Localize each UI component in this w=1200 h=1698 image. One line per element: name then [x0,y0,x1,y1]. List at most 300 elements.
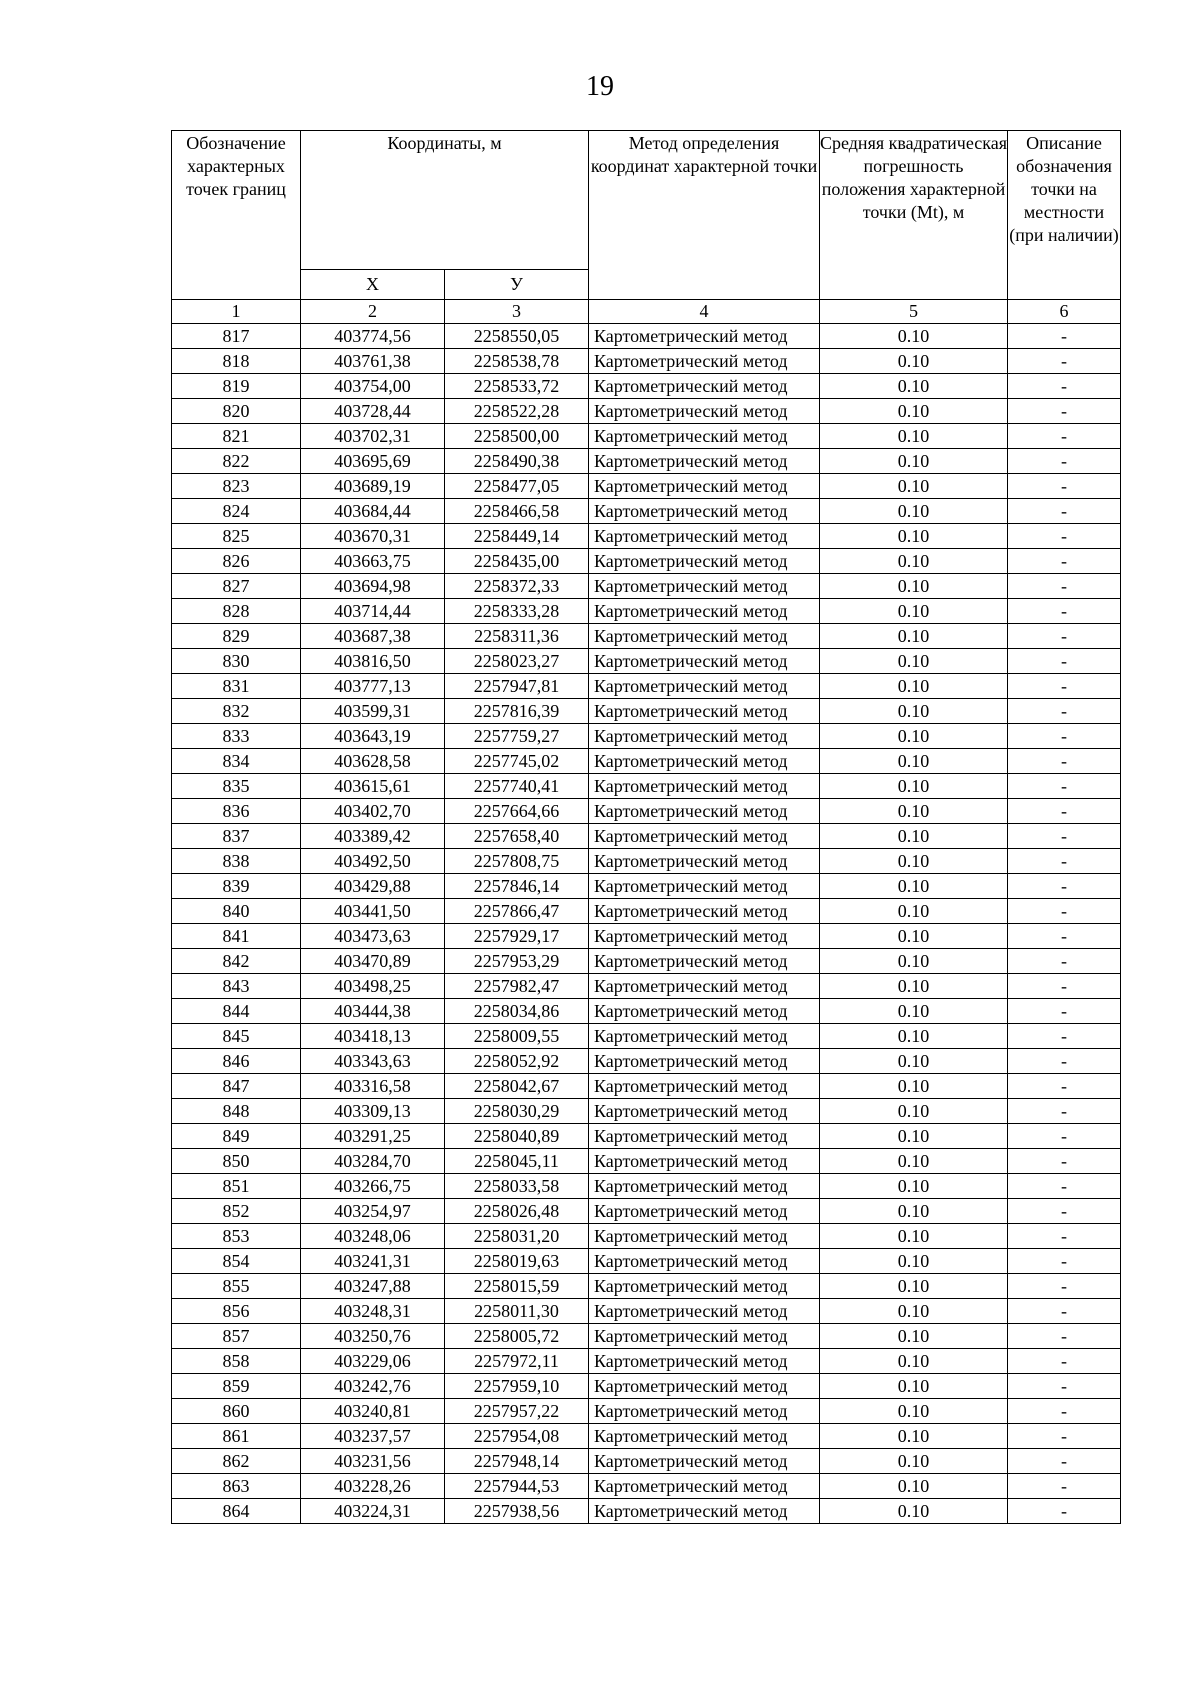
point-id-cell: 841 [172,924,301,949]
description-cell: - [1008,999,1121,1024]
method-cell: Картометрический метод [589,1199,820,1224]
description-cell: - [1008,324,1121,349]
error-cell: 0.10 [820,1349,1008,1374]
description-cell: - [1008,1024,1121,1049]
table-row [172,1074,1121,1099]
point-id-cell: 842 [172,949,301,974]
point-id-cell: 833 [172,724,301,749]
description-cell: - [1008,1199,1121,1224]
table-row [172,574,1121,599]
description-cell: - [1008,374,1121,399]
point-id-cell: 838 [172,849,301,874]
table-row [172,1399,1121,1424]
point-id-cell: 856 [172,1299,301,1324]
method-cell: Картометрический метод [589,1299,820,1324]
error-cell: 0.10 [820,1024,1008,1049]
table-row [172,499,1121,524]
description-cell: - [1008,924,1121,949]
y-coordinate-cell: 2257808,75 [445,849,589,874]
error-cell: 0.10 [820,474,1008,499]
point-id-cell: 835 [172,774,301,799]
description-cell: - [1008,674,1121,699]
method-cell: Картометрический метод [589,324,820,349]
description-cell: - [1008,1449,1121,1474]
y-coordinate-cell: 2258040,89 [445,1124,589,1149]
point-id-cell: 822 [172,449,301,474]
column-number: 4 [589,300,820,324]
point-id-cell: 859 [172,1374,301,1399]
point-id-cell: 832 [172,699,301,724]
error-cell: 0.10 [820,574,1008,599]
column-number: 3 [445,300,589,324]
y-coordinate-cell: 2258005,72 [445,1324,589,1349]
method-cell: Картометрический метод [589,799,820,824]
table-row [172,624,1121,649]
error-cell: 0.10 [820,1124,1008,1149]
point-id-cell: 843 [172,974,301,999]
method-cell: Картометрический метод [589,1399,820,1424]
point-id-cell: 837 [172,824,301,849]
x-coordinate-cell: 403754,00 [301,374,445,399]
description-cell: - [1008,449,1121,474]
error-cell: 0.10 [820,749,1008,774]
x-coordinate-cell: 403774,56 [301,324,445,349]
y-coordinate-cell: 2258034,86 [445,999,589,1024]
description-cell: - [1008,1374,1121,1399]
description-cell: - [1008,399,1121,424]
error-cell: 0.10 [820,1224,1008,1249]
error-cell: 0.10 [820,949,1008,974]
error-cell: 0.10 [820,799,1008,824]
error-cell: 0.10 [820,349,1008,374]
y-coordinate-cell: 2258030,29 [445,1099,589,1124]
error-cell: 0.10 [820,499,1008,524]
y-coordinate-cell: 2258449,14 [445,524,589,549]
x-coordinate-cell: 403291,25 [301,1124,445,1149]
x-coordinate-cell: 403816,50 [301,649,445,674]
method-cell: Картометрический метод [589,474,820,499]
description-cell: - [1008,1274,1121,1299]
description-cell: - [1008,1149,1121,1174]
y-coordinate-cell: 2257929,17 [445,924,589,949]
method-cell: Картометрический метод [589,674,820,699]
column-number: 1 [172,300,301,324]
point-id-cell: 831 [172,674,301,699]
error-cell: 0.10 [820,599,1008,624]
table-row [172,874,1121,899]
error-cell: 0.10 [820,1299,1008,1324]
x-coordinate-cell: 403266,75 [301,1174,445,1199]
point-id-cell: 849 [172,1124,301,1149]
column-number-row [172,300,1121,324]
method-cell: Картометрический метод [589,1349,820,1374]
point-id-cell: 864 [172,1499,301,1524]
description-cell: - [1008,1074,1121,1099]
column-number: 2 [301,300,445,324]
point-id-cell: 855 [172,1274,301,1299]
y-coordinate-cell: 2257846,14 [445,874,589,899]
y-coordinate-cell: 2258015,59 [445,1274,589,1299]
method-cell: Картометрический метод [589,849,820,874]
method-cell: Картометрический метод [589,574,820,599]
y-coordinate-cell: 2257954,08 [445,1424,589,1449]
point-id-cell: 851 [172,1174,301,1199]
method-cell: Картометрический метод [589,1374,820,1399]
table-row [172,849,1121,874]
error-cell: 0.10 [820,724,1008,749]
x-coordinate-cell: 403241,31 [301,1249,445,1274]
error-cell: 0.10 [820,1324,1008,1349]
header-y: У [445,270,589,300]
method-cell: Картометрический метод [589,624,820,649]
error-cell: 0.10 [820,999,1008,1024]
x-coordinate-cell: 403284,70 [301,1149,445,1174]
method-cell: Картометрический метод [589,874,820,899]
point-id-cell: 839 [172,874,301,899]
description-cell: - [1008,349,1121,374]
error-cell: 0.10 [820,924,1008,949]
y-coordinate-cell: 2257959,10 [445,1374,589,1399]
coordinates-table [171,130,1121,1524]
description-cell: - [1008,1049,1121,1074]
x-coordinate-cell: 403441,50 [301,899,445,924]
method-cell: Картометрический метод [589,1449,820,1474]
y-coordinate-cell: 2257944,53 [445,1474,589,1499]
point-id-cell: 829 [172,624,301,649]
x-coordinate-cell: 403695,69 [301,449,445,474]
table-row [172,1124,1121,1149]
error-cell: 0.10 [820,674,1008,699]
method-cell: Картометрический метод [589,924,820,949]
table-body [172,324,1121,1524]
description-cell: - [1008,849,1121,874]
table-row [172,1274,1121,1299]
method-cell: Картометрический метод [589,1024,820,1049]
y-coordinate-cell: 2258026,48 [445,1199,589,1224]
table-row [172,999,1121,1024]
y-coordinate-cell: 2258019,63 [445,1249,589,1274]
description-cell: - [1008,1399,1121,1424]
x-coordinate-cell: 403714,44 [301,599,445,624]
error-cell: 0.10 [820,399,1008,424]
y-coordinate-cell: 2257953,29 [445,949,589,974]
method-cell: Картометрический метод [589,724,820,749]
point-id-cell: 857 [172,1324,301,1349]
description-cell: - [1008,599,1121,624]
y-coordinate-cell: 2257866,47 [445,899,589,924]
x-coordinate-cell: 403702,31 [301,424,445,449]
x-coordinate-cell: 403389,42 [301,824,445,849]
description-cell: - [1008,774,1121,799]
point-id-cell: 854 [172,1249,301,1274]
point-id-cell: 817 [172,324,301,349]
header-description: Описание обозначения точки на местности (при наличии) [1008,131,1121,300]
point-id-cell: 845 [172,1024,301,1049]
y-coordinate-cell: 2257759,27 [445,724,589,749]
x-coordinate-cell: 403628,58 [301,749,445,774]
table-row [172,1174,1121,1199]
x-coordinate-cell: 403689,19 [301,474,445,499]
error-cell: 0.10 [820,899,1008,924]
error-cell: 0.10 [820,874,1008,899]
description-cell: - [1008,1299,1121,1324]
x-coordinate-cell: 403473,63 [301,924,445,949]
description-cell: - [1008,474,1121,499]
point-id-cell: 858 [172,1349,301,1374]
x-coordinate-cell: 403663,75 [301,549,445,574]
point-id-cell: 847 [172,1074,301,1099]
x-coordinate-cell: 403248,06 [301,1224,445,1249]
x-coordinate-cell: 403444,38 [301,999,445,1024]
y-coordinate-cell: 2258538,78 [445,349,589,374]
table-row [172,1499,1121,1524]
table-row [172,649,1121,674]
x-coordinate-cell: 403343,63 [301,1049,445,1074]
y-coordinate-cell: 2257664,66 [445,799,589,824]
error-cell: 0.10 [820,699,1008,724]
x-coordinate-cell: 403247,88 [301,1274,445,1299]
y-coordinate-cell: 2258011,30 [445,1299,589,1324]
description-cell: - [1008,699,1121,724]
point-id-cell: 823 [172,474,301,499]
y-coordinate-cell: 2258052,92 [445,1049,589,1074]
page-number: 19 [586,71,614,102]
x-coordinate-cell: 403492,50 [301,849,445,874]
description-cell: - [1008,949,1121,974]
x-coordinate-cell: 403599,31 [301,699,445,724]
header-coords: Координаты, м [301,131,589,270]
y-coordinate-cell: 2257948,14 [445,1449,589,1474]
y-coordinate-cell: 2258435,00 [445,549,589,574]
method-cell: Картометрический метод [589,699,820,724]
error-cell: 0.10 [820,1499,1008,1524]
table-row [172,349,1121,374]
description-cell: - [1008,1124,1121,1149]
y-coordinate-cell: 2258477,05 [445,474,589,499]
x-coordinate-cell: 403670,31 [301,524,445,549]
y-coordinate-cell: 2258009,55 [445,1024,589,1049]
y-coordinate-cell: 2257947,81 [445,674,589,699]
x-coordinate-cell: 403248,31 [301,1299,445,1324]
x-coordinate-cell: 403694,98 [301,574,445,599]
point-id-cell: 863 [172,1474,301,1499]
x-coordinate-cell: 403684,44 [301,499,445,524]
x-coordinate-cell: 403470,89 [301,949,445,974]
y-coordinate-cell: 2258490,38 [445,449,589,474]
y-coordinate-cell: 2257972,11 [445,1349,589,1374]
x-coordinate-cell: 403231,56 [301,1449,445,1474]
point-id-cell: 820 [172,399,301,424]
x-coordinate-cell: 403250,76 [301,1324,445,1349]
point-id-cell: 861 [172,1424,301,1449]
y-coordinate-cell: 2258045,11 [445,1149,589,1174]
error-cell: 0.10 [820,1374,1008,1399]
table-row [172,374,1121,399]
description-cell: - [1008,749,1121,774]
method-cell: Картометрический метод [589,1124,820,1149]
x-coordinate-cell: 403761,38 [301,349,445,374]
description-cell: - [1008,724,1121,749]
description-cell: - [1008,524,1121,549]
error-cell: 0.10 [820,549,1008,574]
x-coordinate-cell: 403777,13 [301,674,445,699]
description-cell: - [1008,424,1121,449]
method-cell: Картометрический метод [589,774,820,799]
error-cell: 0.10 [820,1249,1008,1274]
point-id-cell: 846 [172,1049,301,1074]
point-id-cell: 848 [172,1099,301,1124]
point-id-cell: 840 [172,899,301,924]
table-row [172,1199,1121,1224]
error-cell: 0.10 [820,974,1008,999]
y-coordinate-cell: 2258372,33 [445,574,589,599]
table-row [172,824,1121,849]
table-row [172,1349,1121,1374]
point-id-cell: 860 [172,1399,301,1424]
x-coordinate-cell: 403309,13 [301,1099,445,1124]
x-coordinate-cell: 403687,38 [301,624,445,649]
error-cell: 0.10 [820,1449,1008,1474]
error-cell: 0.10 [820,774,1008,799]
point-id-cell: 853 [172,1224,301,1249]
description-cell: - [1008,1424,1121,1449]
description-cell: - [1008,1474,1121,1499]
y-coordinate-cell: 2258522,28 [445,399,589,424]
method-cell: Картометрический метод [589,399,820,424]
x-coordinate-cell: 403224,31 [301,1499,445,1524]
point-id-cell: 834 [172,749,301,774]
x-coordinate-cell: 403429,88 [301,874,445,899]
description-cell: - [1008,874,1121,899]
y-coordinate-cell: 2257982,47 [445,974,589,999]
table-row [172,1374,1121,1399]
table-row [172,324,1121,349]
error-cell: 0.10 [820,1199,1008,1224]
point-id-cell: 824 [172,499,301,524]
table-row [172,1099,1121,1124]
method-cell: Картометрический метод [589,999,820,1024]
description-cell: - [1008,624,1121,649]
error-cell: 0.10 [820,449,1008,474]
column-number: 6 [1008,300,1121,324]
error-cell: 0.10 [820,1399,1008,1424]
method-cell: Картометрический метод [589,1149,820,1174]
error-cell: 0.10 [820,1474,1008,1499]
y-coordinate-cell: 2257957,22 [445,1399,589,1424]
x-coordinate-cell: 403237,57 [301,1424,445,1449]
point-id-cell: 836 [172,799,301,824]
table-row [172,674,1121,699]
x-coordinate-cell: 403240,81 [301,1399,445,1424]
error-cell: 0.10 [820,1074,1008,1099]
method-cell: Картометрический метод [589,599,820,624]
x-coordinate-cell: 403254,97 [301,1199,445,1224]
table-row [172,1324,1121,1349]
table-row [172,549,1121,574]
point-id-cell: 825 [172,524,301,549]
table-row [172,474,1121,499]
method-cell: Картометрический метод [589,1324,820,1349]
method-cell: Картометрический метод [589,499,820,524]
method-cell: Картометрический метод [589,424,820,449]
table-row [172,399,1121,424]
method-cell: Картометрический метод [589,349,820,374]
error-cell: 0.10 [820,624,1008,649]
description-cell: - [1008,1174,1121,1199]
point-id-cell: 821 [172,424,301,449]
error-cell: 0.10 [820,824,1008,849]
point-id-cell: 826 [172,549,301,574]
method-cell: Картометрический метод [589,449,820,474]
table-row [172,1299,1121,1324]
description-cell: - [1008,499,1121,524]
method-cell: Картометрический метод [589,974,820,999]
description-cell: - [1008,549,1121,574]
point-id-cell: 827 [172,574,301,599]
table-row [172,1474,1121,1499]
x-coordinate-cell: 403728,44 [301,399,445,424]
table-row [172,924,1121,949]
description-cell: - [1008,824,1121,849]
table-row [172,424,1121,449]
error-cell: 0.10 [820,649,1008,674]
y-coordinate-cell: 2258042,67 [445,1074,589,1099]
column-number: 5 [820,300,1008,324]
x-coordinate-cell: 403402,70 [301,799,445,824]
y-coordinate-cell: 2257938,56 [445,1499,589,1524]
x-coordinate-cell: 403228,26 [301,1474,445,1499]
table-row [172,974,1121,999]
method-cell: Картометрический метод [589,1274,820,1299]
table-row [172,1024,1121,1049]
description-cell: - [1008,799,1121,824]
table-row [172,449,1121,474]
table-row [172,699,1121,724]
method-cell: Картометрический метод [589,1249,820,1274]
point-id-cell: 830 [172,649,301,674]
table-row [172,899,1121,924]
table-row [172,1049,1121,1074]
method-cell: Картометрический метод [589,1099,820,1124]
method-cell: Картометрический метод [589,949,820,974]
method-cell: Картометрический метод [589,824,820,849]
y-coordinate-cell: 2258500,00 [445,424,589,449]
table-row [172,524,1121,549]
x-coordinate-cell: 403615,61 [301,774,445,799]
y-coordinate-cell: 2258311,36 [445,624,589,649]
table-row [172,949,1121,974]
header-point: Обозначение характерных точек границ [172,131,301,300]
point-id-cell: 850 [172,1149,301,1174]
header-error: Средняя квадратическая погрешность положения характерной точки (Mt), м [820,131,1008,300]
header-method: Метод определения координат характерной точки [589,131,820,300]
error-cell: 0.10 [820,849,1008,874]
method-cell: Картометрический метод [589,374,820,399]
y-coordinate-cell: 2257740,41 [445,774,589,799]
x-coordinate-cell: 403418,13 [301,1024,445,1049]
error-cell: 0.10 [820,1424,1008,1449]
method-cell: Картометрический метод [589,749,820,774]
method-cell: Картометрический метод [589,1074,820,1099]
method-cell: Картометрический метод [589,1424,820,1449]
description-cell: - [1008,974,1121,999]
method-cell: Картометрический метод [589,649,820,674]
method-cell: Картометрический метод [589,1174,820,1199]
y-coordinate-cell: 2257816,39 [445,699,589,724]
point-id-cell: 828 [172,599,301,624]
y-coordinate-cell: 2258031,20 [445,1224,589,1249]
x-coordinate-cell: 403316,58 [301,1074,445,1099]
